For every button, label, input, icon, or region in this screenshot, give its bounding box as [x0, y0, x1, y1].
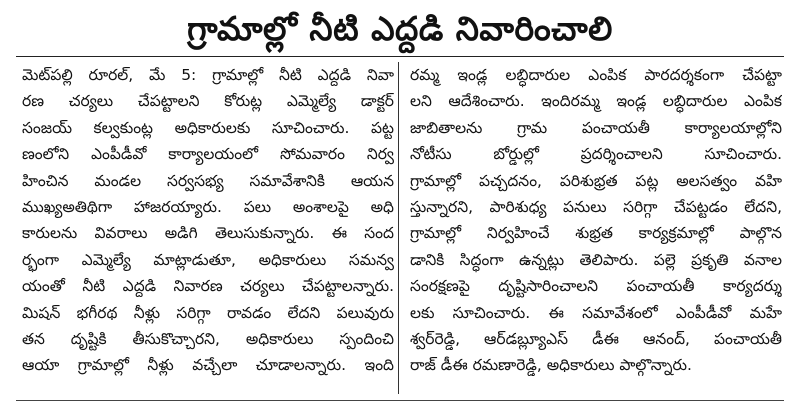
body-line: డానికి సిద్ధంగా ఉన్నట్లు తెలిపారు. పల్లె ప్రకృతి వనాల — [410, 250, 782, 269]
body-line: రమ్మ ఇండ్ల లబ్ధిదారుల ఎంపిక పారదర్శకంగా చేపట్టా — [410, 66, 782, 84]
body-line: హించిన మండల సర్వసభ్య సమావేశానికి ఆయన — [22, 171, 394, 190]
body-line: రణ చర్యలు చేపట్టాలని కోరుట్ల ఎమ్మెల్యే డాక్టర్‌ — [22, 92, 394, 111]
body-line: సంజయ్‌ కల్వకుంట్ల అధికారులకు సూచించారు. పట్ట — [22, 118, 394, 137]
body-line: ఆయా గ్రామాల్లో నీళ్లు వచ్చేలా చూడాలన్నారు. ఇంది — [22, 356, 394, 375]
body-line: శ్వర్‌రెడ్డి, ఆర్‌డబ్ల్యూఎస్‌ డీఈ ఆనంద్‌, పంచాయతీ — [410, 329, 782, 348]
body-line: తన దృష్టికి తీసుకొచ్చారని, అధికారులు స్పందించి — [22, 329, 394, 348]
body-line: కారులను వివరాలు అడిగి తెలుసుకున్నారు. ఈ సంద — [22, 224, 394, 243]
body-line: లని ఆదేశించారు. ఇందిరమ్మ ఇండ్ల లబ్ధిదారుల ఎంపిక — [410, 92, 782, 111]
article-headline: గ్రామాల్లో నీటి ఎద్దడి నివారించాలి — [187, 9, 613, 48]
headline-rule — [16, 56, 784, 57]
body-line: యంతో నీటి ఎద్దడి నివారణ చర్యలు చేపట్టాలన్నారు. — [22, 277, 394, 296]
body-line: సంరక్షణపై దృష్టిసారించాలని పంచాయతీ కార్యదర్శు — [410, 277, 782, 296]
body-line: జాబితాలను గ్రామ పంచాయతీ కార్యాలయాల్లోని — [410, 118, 782, 137]
body-line: లకు సూచించారు. ఈ సమావేశంలో ఎంపీడీవో మహే — [410, 303, 782, 322]
body-line: స్తున్నారని, పారిశుధ్య పనులు సరిగ్గా చేపట్టడం లేదని, — [410, 197, 782, 216]
body-line: ముఖ్యఅతిథిగా హాజరయ్యారు. పలు అంశాలపై అధి — [22, 197, 394, 216]
column-divider — [398, 62, 399, 394]
body-line: రాజ్‌ డీఈ రమణారెడ్డి, అధికారులు పాల్గొన్నారు. — [410, 356, 692, 375]
right-column — [410, 62, 782, 379]
body-line: గ్రామాల్లో నిర్వహించే శుభ్రత కార్యక్రమాల్లో పాల్గొన — [410, 224, 782, 243]
body-line: మెట్‌పల్లి రూరల్‌, మే 5: గ్రామాల్లో నీటి ఎద్దడి నివా — [22, 66, 394, 84]
left-column — [22, 62, 394, 379]
body-line: మిషన్‌ భగీరథ నీళ్లు సరిగ్గా రావడం లేదని పలువురు — [22, 303, 394, 322]
body-line: గ్రామాల్లో పచ్చదనం, పరిశుభ్రత పట్ల అలసత్వం వహి — [410, 171, 782, 190]
bottom-rule — [16, 400, 784, 401]
body-line: ర్భంగా ఎమ్మెల్యే మాట్లాడుతూ, అధికారులు సమన్వ — [22, 250, 394, 269]
body-line: నోటీసు బోర్డుల్లో ప్రదర్శించాలని సూచించారు. — [410, 145, 782, 164]
body-line: ణంలోని ఎంపీడీవో కార్యాలయంలో సోమవారం నిర్వ — [22, 145, 394, 164]
